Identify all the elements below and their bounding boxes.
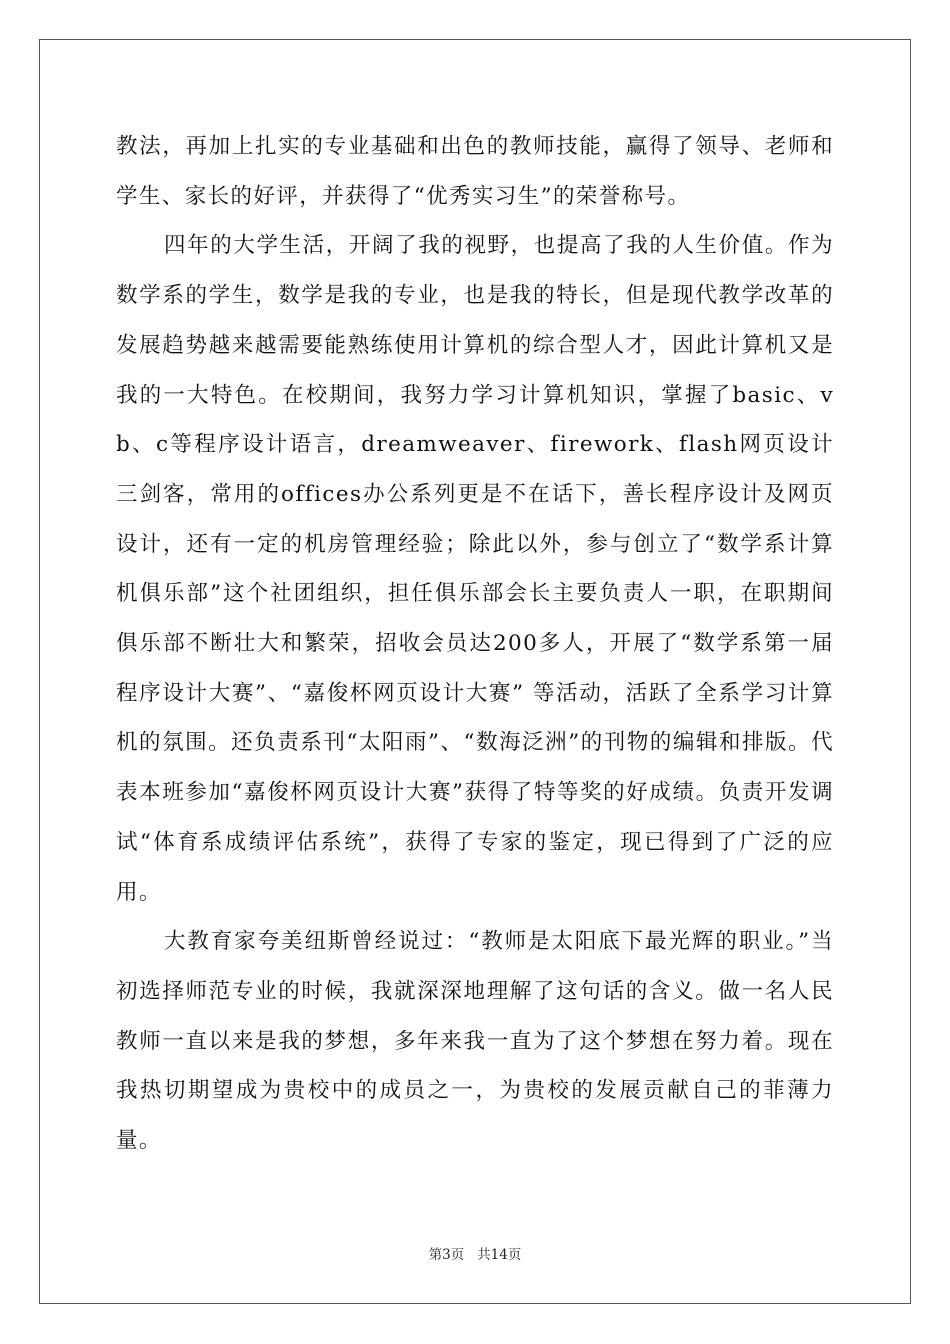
document-body	[116, 122, 834, 1166]
paragraph-3: 大教育家夸美纽斯曾经说过：“教师是太阳底下最光辉的职业。”当初选择师范专业的时候，我就深深地理解了这句话的含义。做一名人民教师一直以来是我的梦想，多年来我一直为了这个梦想在努力着。现在我热切期望成为贵校中的成员之一，为贵校的发展贡献自己的菲薄力量。	[116, 929, 834, 1154]
footer-spacer	[464, 1247, 477, 1263]
page-total: 共14页	[477, 1247, 522, 1263]
paragraph-1: 教法，再加上扎实的专业基础和出色的教师技能，赢得了领导、老师和学生、家长的好评，并获得了“优秀实习生”的荣誉称号。	[116, 134, 834, 209]
page-number: 第3页	[428, 1247, 465, 1263]
paragraph-2: 四年的大学生活，开阔了我的视野，也提高了我的人生价值。作为数学系的学生，数学是我的专业，也是我的特长，但是现代教学改革的发展趋势越来越需要能熟练使用计算机的综合型人才，因此计算机又是我的一大特色。在校期间，我努力学习计算机知识，掌握了basic、vb、c等程序设计语言，dreamweaver、firework、flash网页设计三剑客，常用的offices办公系列更是不在话下，善长程序设计及网页设计，还有一定的机房管理经验；除此以外，参与创立了“数学系计算机俱乐部”这个社团组织，担任俱乐部会长主要负责人一职，在职期间俱乐部不断壮大和繁荣，招收会员达200多人，开展了“数学系第一届程序设计大赛”、“嘉俊杯网页设计大赛” 等活动，活跃了全系学习计算机的氛围。还负责系刊“太阳雨”、“数海泛洲”的刊物的编辑和排版。代表本班参加“嘉俊杯网页设计大赛”获得了特等奖的好成绩。负责开发调试“体育系成绩评估系统”，获得了专家的鉴定，现已得到了广泛的应用。	[116, 233, 834, 905]
page-footer	[0, 1247, 950, 1263]
